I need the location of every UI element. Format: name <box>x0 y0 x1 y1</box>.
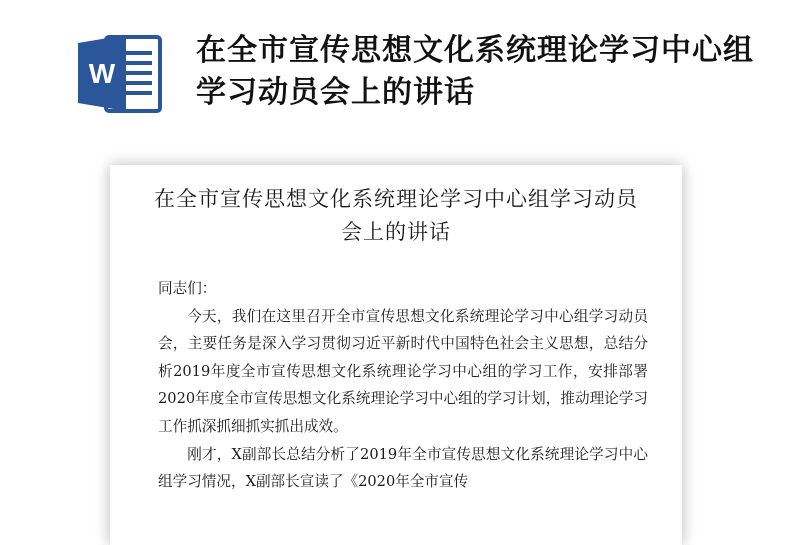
page-title: 在全市宣传思想文化系统理论学习中心组学习动员会上的讲话 <box>196 33 754 110</box>
word-icon-letter: W <box>88 58 116 89</box>
paragraph: 今天，我们在这里召开全市宣传思想文化系统理论学习中心组学习动员会，主要任务是深入学习贯彻习近平新时代中国特色社会主义思想，总结分析2019年度全市宣传思想文化系统理论学习中心组的学习工作，安排部署2020年度全市宣传思想文化系统理论学习中心组的学习计划，推动理论学习工作抓深抓细抓实抓出成效。 <box>158 307 648 435</box>
document-body <box>158 275 648 496</box>
document-title: 在全市宣传思想文化系统理论学习中心组学习动员会上的讲话 <box>154 187 638 244</box>
page-header <box>0 0 800 150</box>
document-page <box>110 165 682 545</box>
word-document-icon <box>76 31 164 115</box>
salutation: 同志们： <box>158 280 217 297</box>
paragraph: 刚才，X副部长总结分析了2019年全市宣传思想文化系统理论学习中心组学习情况，X副部长宣读了《2020年全市宣传 <box>158 445 648 491</box>
